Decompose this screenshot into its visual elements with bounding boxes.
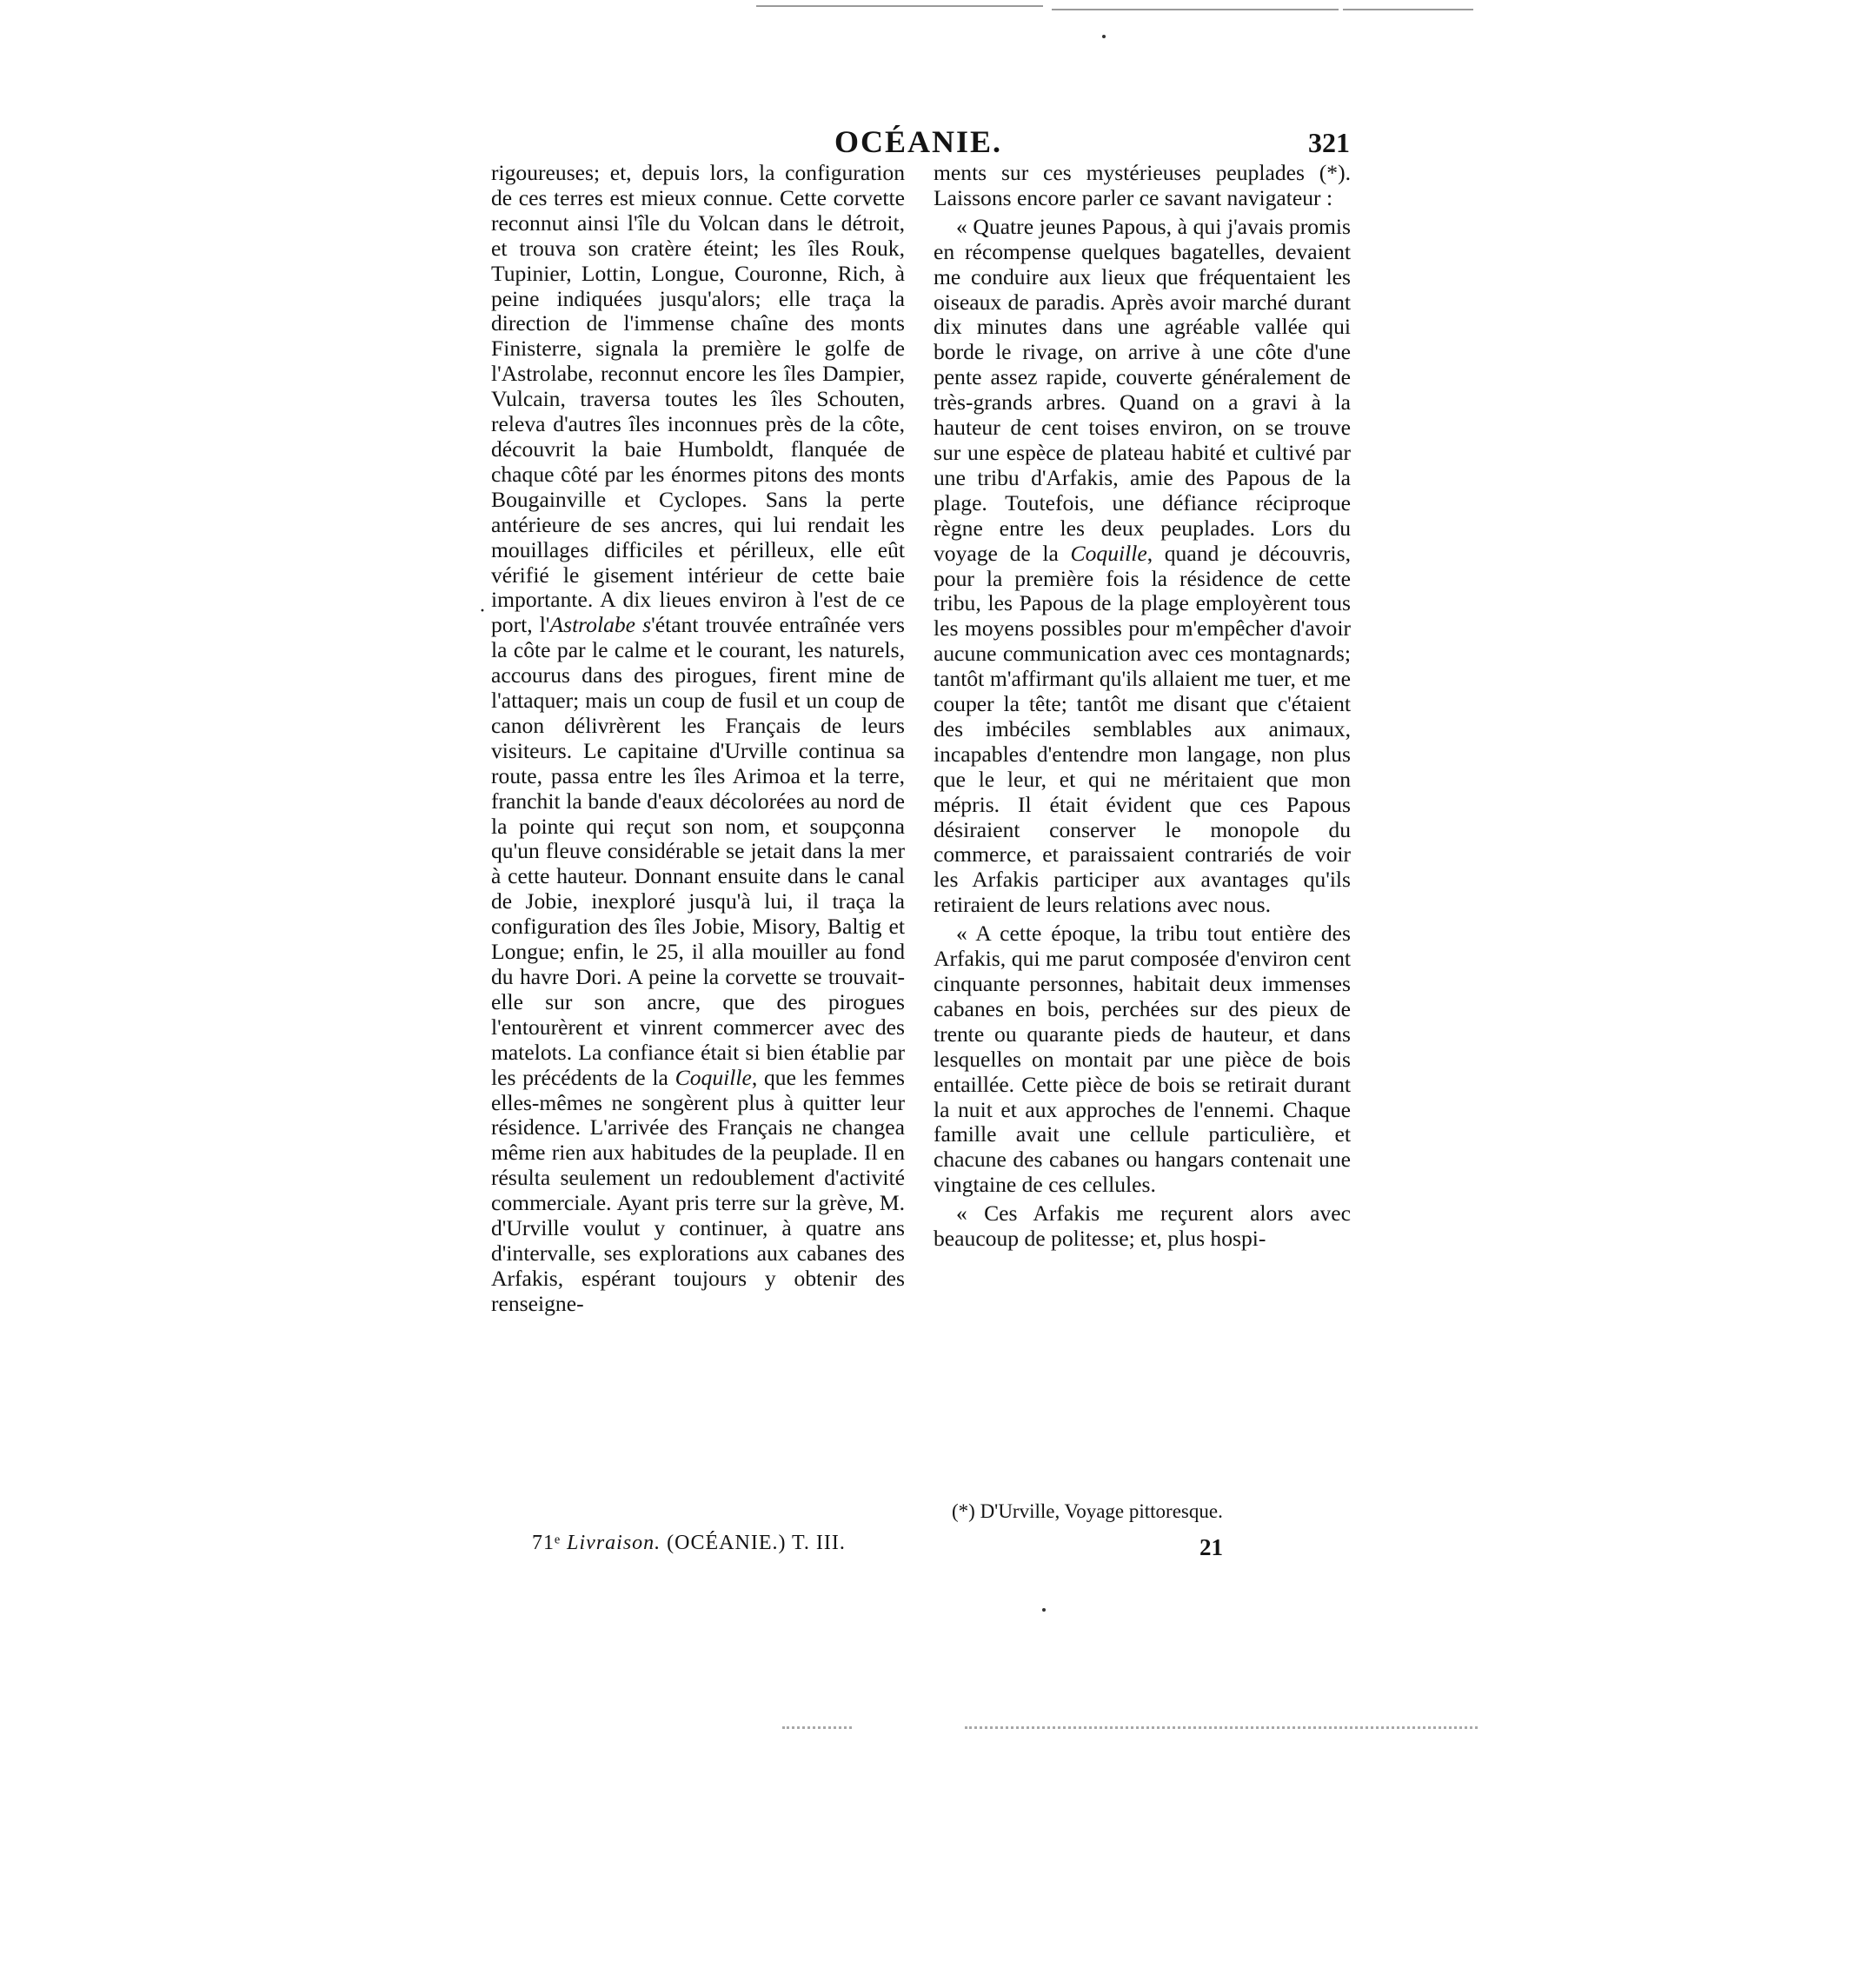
left-column	[491, 161, 905, 1317]
bottom-dotted-rule-left	[782, 1726, 852, 1729]
signature-number: 71ᵉ	[532, 1532, 562, 1554]
top-rule-mid	[1052, 9, 1339, 10]
page-number: 321	[1308, 127, 1350, 158]
top-rule-left	[756, 5, 1043, 7]
bottom-dotted-rule-right	[965, 1726, 1478, 1729]
bottom-speck	[1042, 1608, 1046, 1612]
left-paragraph-1: rigoureuses; et, depuis lors, la configuration de ces terres est mieux connue. Cette corvette reconnut ainsi l'île du Volcan dans le détroit, et trouva son cratère éteint; les îles Rouk, Tupinier, Lottin, Longue, Couronne, Rich, à peine indiquées jusqu'alors; elle traça la direction de l'immense chaîne des monts Finisterre, signala la première le golfe de l'Astrolabe, reconnut encore les îles Dampier, Vulcain, traversa toutes les îles Schouten, releva d'autres îles inconnues près de la côte, découvrit la baie Humboldt, flanquée de chaque côté par les énormes pitons des monts Bougainville et Cyclopes. Sans la perte antérieure de ses ancres, qui lui rendait les mouillages difficiles et périlleux, elle eût vérifié le gisement intérieur de cette baie importante. A dix lieues environ à l'est de ce port, l'Astrolabe s'étant trouvée entraînée vers la côte par le calme et le courant, les naturels, accourus dans des pirogues, firent mine de l'attaquer; mais un coup de fusil et un coup de canon délivrèrent les Français de leurs visiteurs. Le capitaine d'Urville continua sa route, passa entre les îles Arimoa et la terre, franchit la bande d'eaux décolorées au nord de la pointe qui reçut son nom, et soupçonna qu'un fleuve considérable se jetait dans la mer à cette hauteur. Donnant ensuite dans le canal de Jobie, inexploré jusqu'à lui, il traça la configuration des îles Jobie, Misory, Baltig et Longue; enfin, le 25, il alla mouiller au fond du havre Dori. A peine la corvette se trouvait-elle sur son ancre, que des pirogues l'entourèrent et vinrent commercer avec des matelots. La confiance était si bien établie par les précédents de la Coquille, que les femmes elles-mêmes ne songèrent plus à quitter leur résidence. L'arrivée des Français ne changea même rien aux habitudes de la peuplade. Il en résulta seulement un redoublement d'activité commerciale. Ayant pris terre sur la grève, M. d'Urville voulut y continuer, à quatre ans d'intervalle, ses explorations aux cabanes des Arfakis, espérant toujours y obtenir des renseigne-	[491, 160, 905, 1316]
right-paragraph-3: « A cette époque, la tribu tout entière des Arfakis, qui me parut composée d'environ cent cinquante personnes, habitait deux immenses cabanes en bois, perchées sur des pieux de trente ou quarante pieds de hauteur, et dans lesquelles on montait par une pièce de bois entaillée. Cette pièce de bois se retirait durant la nuit et aux approches de l'ennemi. Chaque famille avait une cellule particulière, et chacune des cabanes ou hangars contenait une vingtaine de ces cellules.	[934, 921, 1351, 1198]
footnote: (*) D'Urville, Voyage pittoresque.	[952, 1500, 1223, 1522]
sheet-number: 21	[1199, 1534, 1223, 1560]
signature-line	[532, 1531, 906, 1555]
margin-mark: ·	[479, 600, 486, 622]
right-column	[934, 161, 1351, 1252]
signature-word: Livraison.	[567, 1532, 661, 1554]
right-paragraph-4: « Ces Arfakis me reçurent alors avec beaucoup de politesse; et, plus hospi-	[934, 1200, 1351, 1252]
top-rule-right	[1343, 9, 1473, 10]
running-title: OCÉANIE.	[834, 124, 1003, 159]
top-speck	[1102, 35, 1106, 38]
right-paragraph-2: « Quatre jeunes Papous, à qui j'avais promis en récompense quelques bagatelles, devaient me conduire aux lieux que fréquentaient les oiseaux de paradis. Après avoir marché durant dix minutes dans une agréable vallée qui borde le rivage, on arrive à une côte d'une pente assez rapide, couverte généralement de très-grands arbres. Quand on a gravi à la hauteur de cent toises environ, on se trouve sur une espèce de plateau habité et cultivé par une tribu d'Arfakis, amie des Papous de la plage. Toutefois, une défiance réciproque règne entre les deux peuplades. Lors du voyage de la Coquille, quand je découvris, pour la première fois la résidence de cette tribu, les Papous de la plage employèrent tous les moyens possibles pour m'empêcher d'avoir aucune communication avec ces montagnards; tantôt m'affirmant qu'ils allaient me tuer, et me couper la tête; tantôt me disant que c'étaient des imbéciles semblables aux animaux, incapables d'entendre mon langage, non plus que le leur, et qui ne méritaient que mon mépris. Il était évident que ces Papous désiraient conserver le monopole du commerce, et paraissaient contrariés de voir les Arfakis participer aux avantages qu'ils retiraient de leurs relations avec nous.	[934, 213, 1351, 918]
right-paragraph-1: ments sur ces mystérieuses peuplades (*). Laissons encore parler ce savant navigateur :	[934, 160, 1351, 210]
signature-rest: (OCÉANIE.) T. III.	[667, 1532, 846, 1554]
